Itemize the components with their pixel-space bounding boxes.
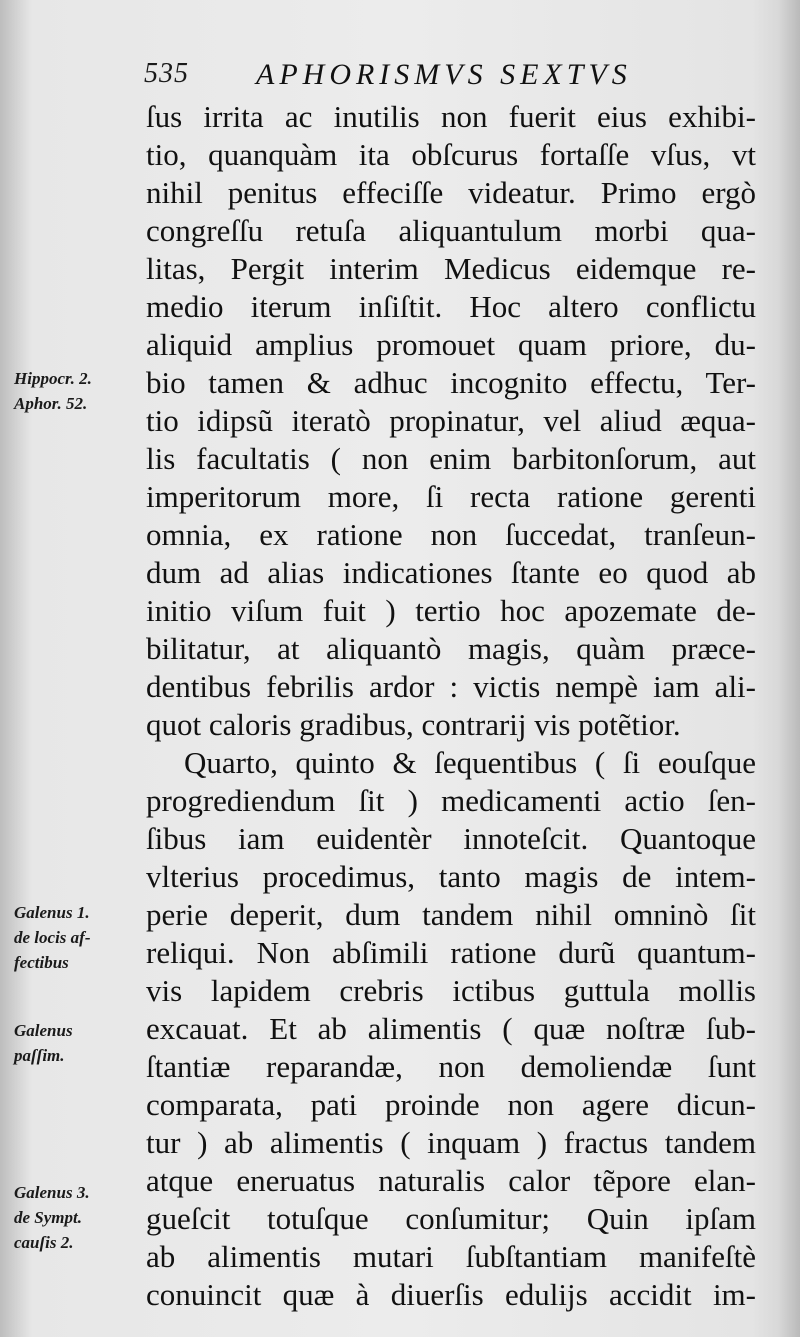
- text-line: bilitatur, at aliquantò magis, quàm præce-: [146, 631, 756, 666]
- page-header: [144, 58, 754, 96]
- text-line: dum ad alias indicationes ſtante eo quod ab: [146, 555, 756, 590]
- text-line: imperitorum more, ſi recta ratione gerenti: [146, 479, 756, 514]
- text-line: atque eneruatus naturalis calor tẽpore elan-: [146, 1163, 756, 1198]
- page-number: 535: [144, 58, 189, 89]
- margin-note-galenus-symptom: [14, 1180, 132, 1255]
- margin-note-line: paſſim.: [14, 1046, 65, 1065]
- text-line: ſibus iam euidentèr innoteſcit. Quantoque: [146, 821, 756, 856]
- text-line: perie deperit, dum tandem nihil omninò ſit: [146, 897, 756, 932]
- text-line: gueſcit totuſque conſumitur; Quin ipſam: [146, 1201, 756, 1236]
- margin-note-line: cauſis 2.: [14, 1233, 74, 1252]
- margin-note-galenus-locis: [14, 900, 132, 975]
- text-line: comparata, pati proinde non agere dicun-: [146, 1087, 756, 1122]
- text-line: dentibus febrilis ardor : victis nempè iam ali-: [146, 669, 756, 704]
- margin-note-line: de locis af-: [14, 928, 91, 947]
- running-title: APHORISMVS SEXTVS: [256, 58, 632, 91]
- text-line: initio viſum fuit ) tertio hoc apozemate de-: [146, 593, 756, 628]
- text-line: ſus irrita ac inutilis non fuerit eius exhibi-: [146, 99, 756, 134]
- text-line: aliquid amplius promouet quam priore, du-: [146, 327, 756, 362]
- margin-note-line: de Sympt.: [14, 1208, 82, 1227]
- text-line: tio, quanquàm ita obſcurus fortaſſe vſus, vt: [146, 137, 756, 172]
- text-line: bio tamen & adhuc incognito effectu, Ter-: [146, 365, 756, 400]
- margin-note-line: Hippocr. 2.: [14, 369, 92, 388]
- text-line: vis lapidem crebris ictibus guttula mollis: [146, 973, 756, 1008]
- paragraph-first-line: Quarto, quinto & ſequentibus ( ſi eouſque: [184, 745, 756, 780]
- margin-note-hippocrates: [14, 366, 132, 416]
- margin-note-line: Galenus 1.: [14, 903, 90, 922]
- text-line: conuincit quæ à diuerſis edulijs accidit im-: [146, 1277, 756, 1312]
- text-line: tur ) ab alimentis ( inquam ) fractus tandem: [146, 1125, 756, 1160]
- margin-note-line: Galenus 3.: [14, 1183, 90, 1202]
- text-line: omnia, ex ratione non ſuccedat, tranſeun-: [146, 517, 756, 552]
- text-line: congreſſu retuſa aliquantulum morbi qua-: [146, 213, 756, 248]
- body-text: [146, 98, 756, 1314]
- text-line: ſtantiæ reparandæ, non demoliendæ ſunt: [146, 1049, 756, 1084]
- text-line: excauat. Et ab alimentis ( quæ noſtræ ſub-: [146, 1011, 756, 1046]
- margin-note-galenus-passim: [14, 1018, 132, 1068]
- text-line: litas, Pergit interim Medicus eidemque re-: [146, 251, 756, 286]
- text-line: vlterius procedimus, tanto magis de intem-: [146, 859, 756, 894]
- margin-note-line: Galenus: [14, 1021, 73, 1040]
- margin-note-line: fectibus: [14, 953, 69, 972]
- text-line: lis facultatis ( non enim barbitonſorum, aut: [146, 441, 756, 476]
- text-line: tio idipsũ iteratò propinatur, vel aliud æqua-: [146, 403, 756, 438]
- text-line: reliqui. Non abſimili ratione durũ quantum-: [146, 935, 756, 970]
- page-edge-shadow: [778, 0, 800, 1337]
- margin-note-line: Aphor. 52.: [14, 394, 88, 413]
- text-line: ab alimentis mutari ſubſtantiam manifeſtè: [146, 1239, 756, 1274]
- text-line: progrediendum ſit ) medicamenti actio ſen-: [146, 783, 756, 818]
- text-line: nihil penitus effeciſſe videatur. Primo ergò: [146, 175, 756, 210]
- text-line: medio iterum inſiſtit. Hoc altero conflictu: [146, 289, 756, 324]
- text-line: quot caloris gradibus, contrarij vis potẽtior.: [146, 707, 681, 742]
